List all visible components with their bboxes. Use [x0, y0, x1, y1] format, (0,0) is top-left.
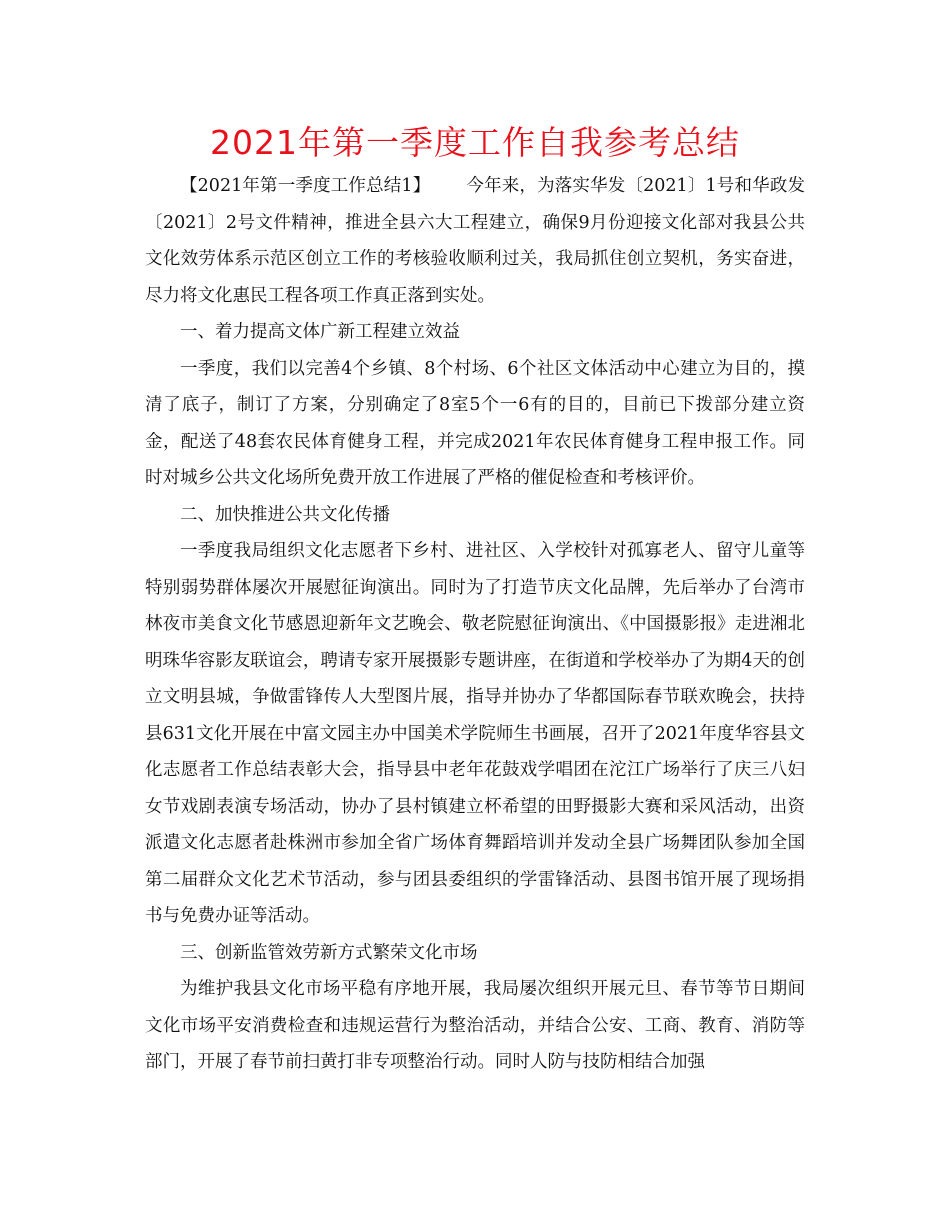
section-heading-3: 三、创新监管效劳新方式繁荣文化市场 — [180, 942, 478, 963]
intro-text: 今年来，为落实华发〔2021〕1号和华政发〔2021〕2号文件精神，推进全县六大工程建立，确保9月份迎接文化部对我县公共文化效劳体系示范区创立工作的考核验收顺利过关，我局抓住创立契机，务实奋进，尽力将文化惠民工程各项工作真正落到实处。 — [145, 176, 805, 306]
section-paragraph-1: 一季度，我们以完善4个乡镇、8个村场、6个社区文体活动中心建立为目的，摸清了底子，制订了方案，分别确定了8室5个一6有的目的，目前已下拨部分建立资金，配送了48套农民体育健身工程，并完成2021年农民体育健身工程申报工作。同时对城乡公共文化场所免费开放工作进展了严格的催促检查和考核评价。 — [145, 358, 805, 488]
section-paragraph-3: 为维护我县文化市场平稳有序地开展，我局屡次组织开展元旦、春节等节日期间文化市场平安消费检查和违规运营行为整治活动，并结合公安、工商、教育、消防等部门，开展了春节前扫黄打非专项整治行动。同时人防与技防相结合加强 — [145, 979, 805, 1072]
intro-label: 【2021年第一季度工作总结1】 — [180, 176, 431, 196]
document-body — [145, 168, 805, 1081]
intro-paragraph — [145, 168, 805, 314]
section-paragraph-2: 一季度我局组织文化志愿者下乡村、进社区、入学校针对孤寡老人、留守儿童等特别弱势群体屡次开展慰征询演出。同时为了打造节庆文化品牌，先后举办了台湾市林夜市美食文化节感恩迎新年文艺晚会、敬老院慰征询演出、《中国摄影报》走进湘北明珠华容影友联谊会，聘请专家开展摄影专题讲座，在街道和学校举办了为期4天的创立文明县城，争做雷锋传人大型图片展，指导并协办了华都国际春节联欢晚会，扶持县631文化开展在中富文园主办中国美术学院师生书画展，召开了2021年度华容县文化志愿者工作总结表彰大会，指导县中老年花鼓戏学唱团在沱江广场举行了庆三八妇女节戏剧表演专场活动，协办了县村镇建立杯希望的田野摄影大赛和采风活动，出资派遣文化志愿者赴株洲市参加全省广场体育舞蹈培训并发动全县广场舞团队参加全国第二届群众文化艺术节活动，参与团县委组织的学雷锋活动、县图书馆开展了现场捐书与免费办证等活动。 — [145, 541, 805, 926]
document-title: 2021年第一季度工作自我参考总结 — [210, 123, 740, 162]
section-heading-1: 一、着力提高文体广新工程建立效益 — [180, 322, 460, 342]
section-heading-2: 二、加快推进公共文化传播 — [180, 504, 390, 525]
